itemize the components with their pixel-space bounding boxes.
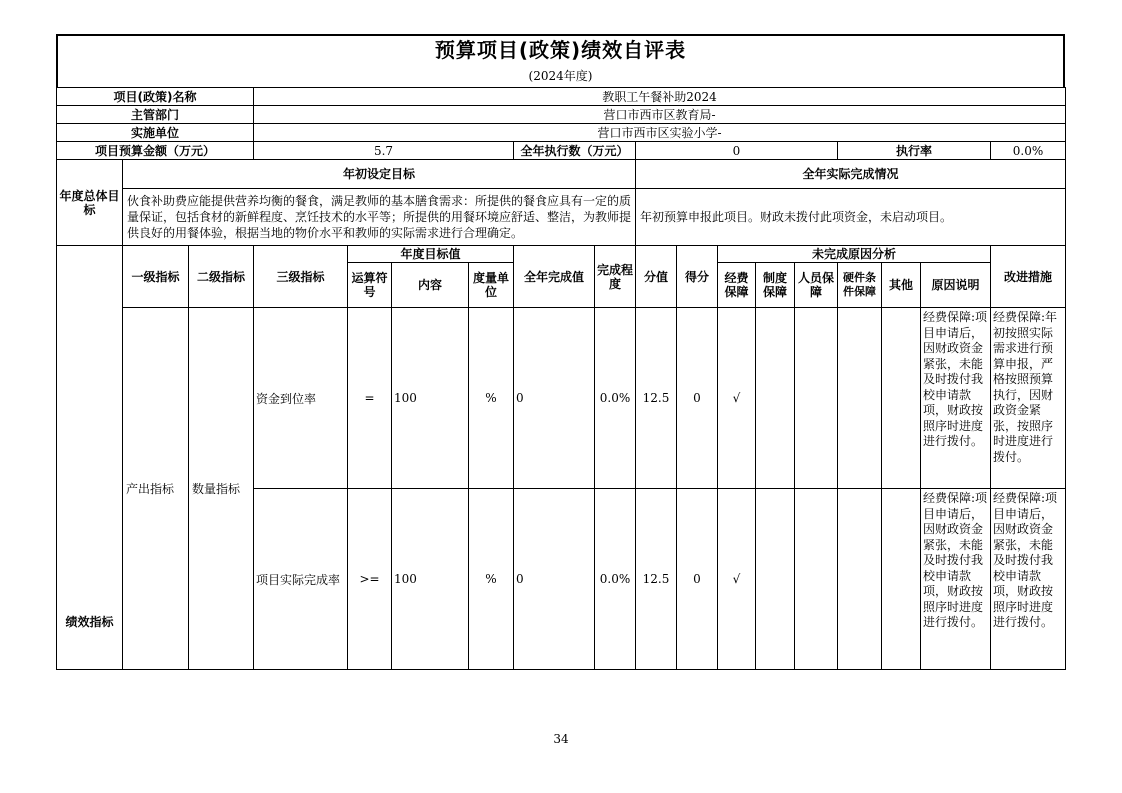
system-check xyxy=(756,308,795,489)
indicator-name: 资金到位率 xyxy=(254,308,348,489)
level2-value: 数量指标 xyxy=(189,308,254,670)
annual-goal-label: 年度总体目标 xyxy=(57,160,123,246)
performance-indicators-label: 绩效指标 xyxy=(57,246,123,670)
actual-value: 0 xyxy=(514,489,595,670)
personnel-header: 人员保障 xyxy=(795,263,838,308)
improvement-text: 经费保障:年初按照实际需求进行预算申报，严格按照预算执行，因财政资金紧张，按照序时进度进行拨付。 xyxy=(991,308,1066,489)
hardware-header: 硬件条件保障 xyxy=(838,263,882,308)
hardware-check xyxy=(838,308,882,489)
system-check xyxy=(756,489,795,670)
other-header: 其他 xyxy=(882,263,921,308)
level2-header: 二级指标 xyxy=(189,246,254,308)
personnel-check xyxy=(795,489,838,670)
score-value: 0 xyxy=(677,489,718,670)
executed-value: 0 xyxy=(636,142,838,160)
operator-header: 运算符号 xyxy=(348,263,392,308)
executed-label: 全年执行数（万元） xyxy=(514,142,636,160)
completion-value: 0.0% xyxy=(595,308,636,489)
funding-check: √ xyxy=(718,489,756,670)
project-name-label: 项目(政策)名称 xyxy=(57,88,254,106)
form-year: (2024年度) xyxy=(528,69,593,83)
target-value-header: 年度目标值 xyxy=(348,246,514,263)
page-number: 34 xyxy=(553,732,569,746)
form-header xyxy=(56,34,1065,87)
form-title: 预算项目(政策)绩效自评表 xyxy=(434,38,687,62)
actual-completion-header: 全年实际完成情况 xyxy=(636,160,1066,189)
score-value-header: 分值 xyxy=(636,246,677,308)
hardware-check xyxy=(838,489,882,670)
unit-header: 度量单位 xyxy=(469,263,514,308)
operator-value: >= xyxy=(348,489,392,670)
table-row xyxy=(57,308,1066,489)
score-header: 得分 xyxy=(677,246,718,308)
actual-completion-text: 年初预算申报此项目。财政未拨付此项资金，未启动项目。 xyxy=(636,189,1066,246)
evaluation-form xyxy=(56,34,1065,670)
explanation-header: 原因说明 xyxy=(921,263,991,308)
level1-header: 一级指标 xyxy=(123,246,189,308)
budget-label: 项目预算金额（万元） xyxy=(57,142,254,160)
system-header: 制度保障 xyxy=(756,263,795,308)
actual-value-header: 全年完成值 xyxy=(514,246,595,308)
level1-value: 产出指标 xyxy=(123,308,189,670)
improvement-text: 经费保障:项目申请后，因财政资金紧张，未能及时拨付我校申请款项，财政按照序时进度进行拨付。 xyxy=(991,489,1066,670)
operator-value: = xyxy=(348,308,392,489)
personnel-check xyxy=(795,308,838,489)
indicator-name: 项目实际完成率 xyxy=(254,489,348,670)
level3-header: 三级指标 xyxy=(254,246,348,308)
score-value: 0 xyxy=(677,308,718,489)
funding-check: √ xyxy=(718,308,756,489)
score-value-value: 12.5 xyxy=(636,489,677,670)
actual-value: 0 xyxy=(514,308,595,489)
reason-analysis-header: 未完成原因分析 xyxy=(718,246,991,263)
department-value: 营口市西市区教育局- xyxy=(254,106,1066,124)
improvement-header: 改进措施 xyxy=(991,246,1066,308)
planned-goal-text: 伙食补助费应能提供营养均衡的餐食，满足教师的基本膳食需求：所提供的餐食应具有一定的质量保证，包括食材的新鲜程度、烹饪技术的水平等；所提供的用餐环境应舒适、整洁，为教师提供良好的用餐体验，根据当地的物价水平和教师的实际需求进行合理确定。 xyxy=(123,189,636,246)
content-value: 100 xyxy=(392,489,469,670)
rate-label: 执行率 xyxy=(838,142,991,160)
explanation-text: 经费保障:项目申请后，因财政资金紧张，未能及时拨付我校申请款项，财政按照序时进度进行拨付。 xyxy=(921,308,991,489)
score-value-value: 12.5 xyxy=(636,308,677,489)
unit-label: 实施单位 xyxy=(57,124,254,142)
completion-header: 完成程度 xyxy=(595,246,636,308)
rate-value: 0.0% xyxy=(991,142,1066,160)
other-check xyxy=(882,489,921,670)
content-header: 内容 xyxy=(392,263,469,308)
department-label: 主管部门 xyxy=(57,106,254,124)
budget-value: 5.7 xyxy=(254,142,514,160)
explanation-text: 经费保障:项目申请后，因财政资金紧张，未能及时拨付我校申请款项，财政按照序时进度进行拨付。 xyxy=(921,489,991,670)
completion-value: 0.0% xyxy=(595,489,636,670)
planned-goal-header: 年初设定目标 xyxy=(123,160,636,189)
form-table xyxy=(56,87,1066,670)
project-name-value: 教职工午餐补助2024 xyxy=(254,88,1066,106)
unit-value: % xyxy=(469,308,514,489)
unit-value: % xyxy=(469,489,514,670)
other-check xyxy=(882,308,921,489)
unit-value: 营口市西市区实验小学- xyxy=(254,124,1066,142)
funding-header: 经费保障 xyxy=(718,263,756,308)
content-value: 100 xyxy=(392,308,469,489)
